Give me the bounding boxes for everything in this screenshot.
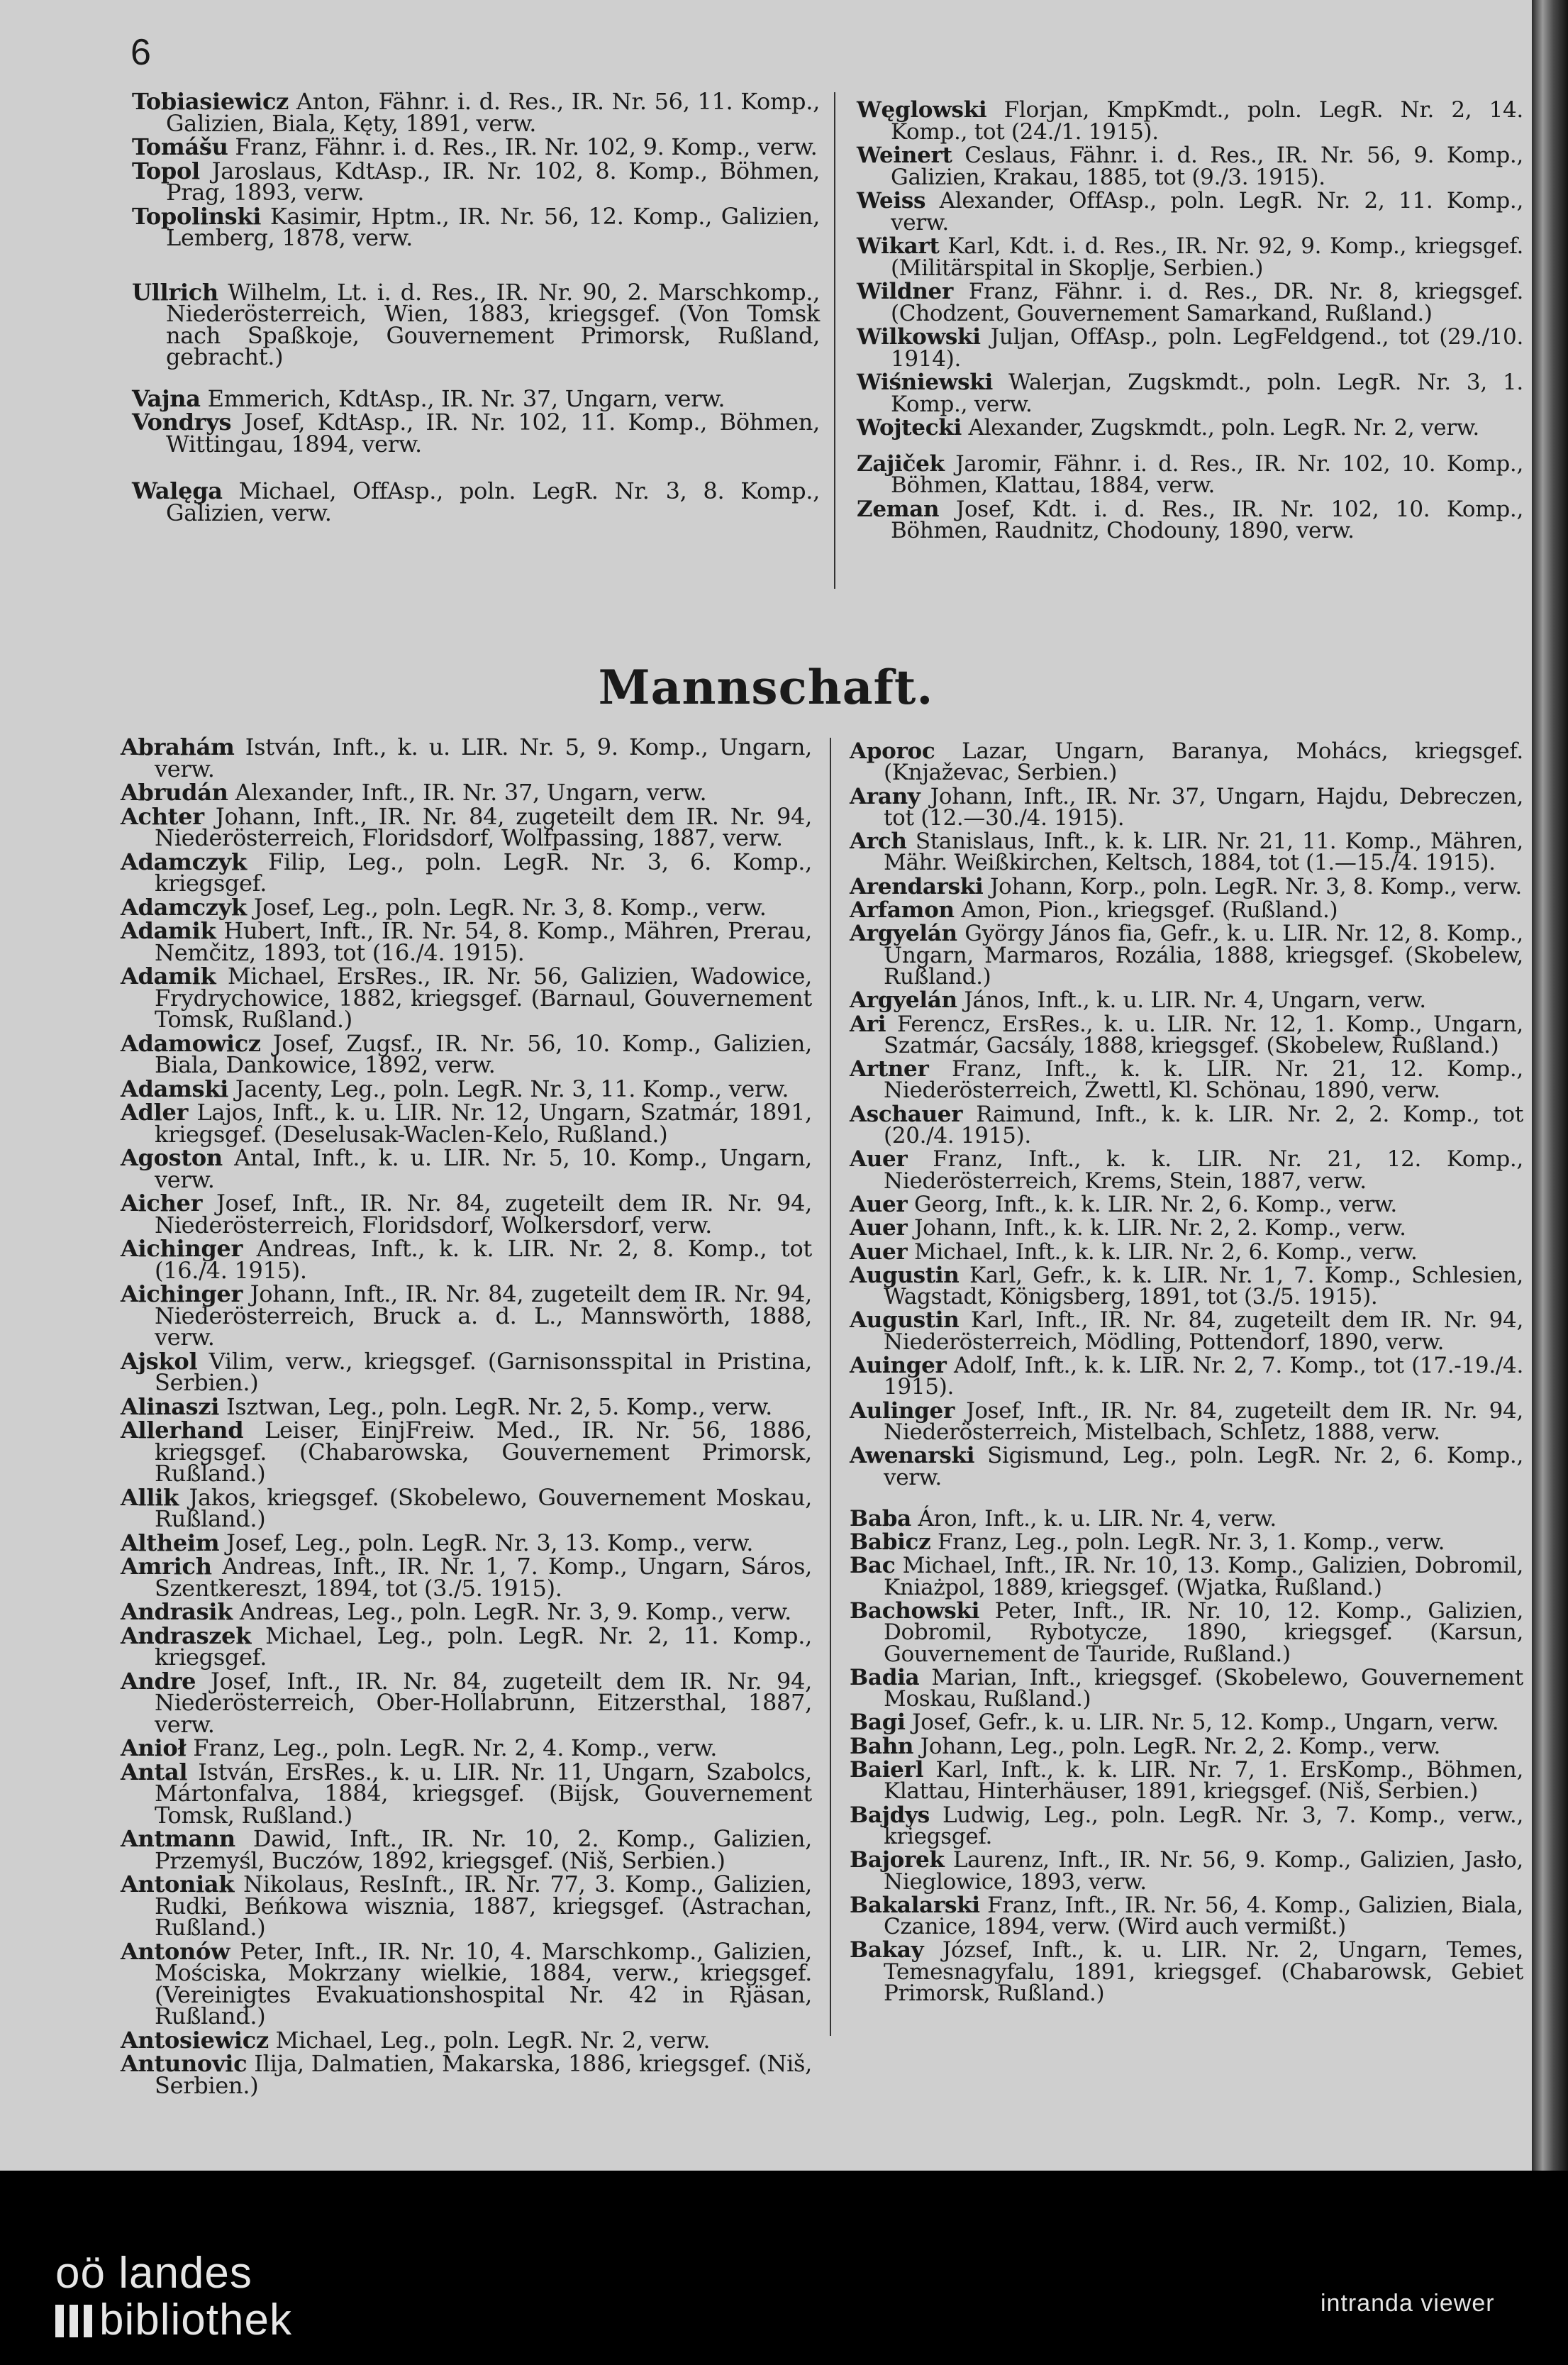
register-entry	[850, 873, 1523, 899]
entry-details: Franz, Fähnr. i. d. Res., DR. Nr. 8, kriegsgef. (Chodzent, Gouvernement Samarkand, Rußland.)	[891, 279, 1523, 326]
entry-details: Peter, Inft., IR. Nr. 10, 4. Marschkomp., Galizien, Mościska, Mokrzany wielkie, 1884, verw., kriegsgef. (Vereinigtes Evakuationshospital Nr. 42 in Rjäsan, Rußland.)	[155, 1937, 812, 2029]
register-entry	[850, 1101, 1523, 1149]
entry-surname: Bajdys	[850, 1802, 930, 1828]
entry-details: Franz, Inft., k. k. LIR. Nr. 21, 12. Komp., Niederösterreich, Krems, Stein, 1887, verw.	[884, 1146, 1523, 1194]
entry-surname: Wikart	[857, 233, 940, 259]
register-entry	[132, 157, 820, 206]
register-entry	[850, 987, 1523, 1014]
entry-details: Michael, Leg., poln. LegR. Nr. 2, 11. Komp., kriegsgef.	[155, 1622, 812, 1671]
register-entry	[132, 409, 820, 458]
register-entry	[121, 1347, 812, 1396]
entry-details: Alexander, Zugskmdt., poln. LegR. Nr. 2, verw.	[961, 415, 1479, 441]
library-logo[interactable]	[55, 2250, 292, 2344]
register-entry	[121, 1734, 812, 1761]
register-entry	[121, 779, 812, 806]
entry-surname: Adamowicz	[121, 1029, 261, 1057]
entry-surname: Bagi	[850, 1710, 906, 1736]
register-entry	[121, 2026, 812, 2054]
entry-surname: Allerhand	[121, 1417, 244, 1444]
entry-details: Jaroslaus, KdtAsp., IR. Nr. 102, 8. Komp., Böhmen, Prag, 1893, verw.	[166, 157, 820, 206]
entry-surname: Aichinger	[121, 1280, 243, 1307]
entry-details: Raimund, Inft., k. k. LIR. Nr. 2, 2. Komp., tot (20./4. 1915).	[884, 1101, 1523, 1149]
entry-surname: Bahn	[850, 1733, 914, 1759]
register-entry	[850, 1445, 1523, 1488]
entry-details: Andreas, Inft., IR. Nr. 1, 7. Komp., Ungarn, Sáros, Szentkereszt, 1894, tot (3./5. 1915).	[155, 1553, 812, 1602]
entry-surname: Badia	[850, 1664, 920, 1690]
logo-line2: bibliothek	[99, 2295, 292, 2344]
section-title: Mannschaft.	[598, 660, 934, 715]
crew-left-column	[121, 733, 812, 2099]
entry-details: Antal, Inft., k. u. LIR. Nr. 5, 10. Komp., Ungarn, verw.	[155, 1144, 812, 1193]
register-entry	[121, 1144, 812, 1193]
register-entry	[850, 1710, 1523, 1736]
entry-details: Josef, Leg., poln. LegR. Nr. 3, 8. Komp., verw.	[246, 893, 767, 921]
column-divider	[830, 738, 831, 2036]
entry-surname: Aulinger	[850, 1397, 955, 1424]
entry-details: István, Inft., k. u. LIR. Nr. 5, 9. Komp., Ungarn, verw.	[155, 733, 812, 782]
register-entry	[132, 477, 820, 526]
entry-details: Michael, ErsRes., IR. Nr. 56, Galizien, Wadowice, Frydrychowice, 1882, kriegsgef. (Barnaul, Gouvernement Tomsk, Rußland.)	[155, 963, 812, 1033]
entry-surname: Achter	[121, 802, 204, 830]
entry-details: Jacenty, Leg., poln. LegR. Nr. 3, 11. Komp., verw.	[228, 1075, 789, 1102]
register-entry	[850, 1802, 1523, 1849]
register-entry	[857, 372, 1523, 415]
entry-surname: Antonów	[121, 1937, 230, 1965]
register-entry	[121, 1873, 812, 1939]
logo-bars-icon	[55, 2305, 92, 2337]
register-entry	[121, 1392, 812, 1420]
register-entry	[850, 1505, 1523, 1532]
crew-right-column	[850, 738, 1523, 2007]
entry-details: Jakos, kriegsgef. (Skobelewo, Gouvernement Moskau, Rußland.)	[155, 1483, 812, 1532]
register-entry	[121, 1937, 812, 2029]
entry-surname: Auinger	[850, 1353, 947, 1379]
entry-details: Ceslaus, Fähnr. i. d. Res., IR. Nr. 56, 9. Komp., Galizien, Krakau, 1885, tot (9./3. 1915).	[891, 143, 1523, 190]
entry-surname: Zeman	[857, 496, 940, 522]
entry-details: Vilim, verw., kriegsgef. (Garnisonsspital in Pristina, Serbien.)	[155, 1347, 812, 1396]
entry-details: Sigismund, Leg., poln. LegR. Nr. 2, 6. Komp., verw.	[884, 1443, 1523, 1490]
register-entry	[121, 1190, 812, 1239]
entry-surname: Andraszek	[121, 1622, 252, 1649]
entry-details: Isztwan, Leg., poln. LegR. Nr. 2, 5. Komp., verw.	[219, 1392, 772, 1420]
register-entry	[121, 2050, 812, 2099]
entry-surname: Andre	[121, 1667, 196, 1695]
register-entry	[121, 1598, 812, 1625]
entry-surname: Adamik	[121, 963, 216, 990]
register-entry	[121, 1529, 812, 1556]
entry-surname: Abrahám	[121, 733, 235, 760]
entry-surname: Wiśniewski	[857, 370, 993, 395]
entry-details: Michael, OffAsp., poln. LegR. Nr. 3, 8. Komp., Galizien, verw.	[166, 477, 820, 526]
register-entry	[121, 1483, 812, 1532]
register-entry	[121, 1099, 812, 1148]
register-entry	[121, 1235, 812, 1284]
entry-surname: Antmann	[121, 1825, 235, 1852]
register-entry	[132, 384, 820, 412]
entry-surname: Adamski	[121, 1075, 229, 1102]
entry-details: Lajos, Inft., k. u. LIR. Nr. 12, Ungarn, Szatmár, 1891, kriegsgef. (Deselusak-Waclen-Kelo, Rußland.)	[155, 1099, 812, 1148]
entry-details: Anton, Fähnr. i. d. Res., IR. Nr. 56, 11. Komp., Galizien, Biala, Kęty, 1891, verw.	[166, 88, 820, 137]
register-entry	[850, 1733, 1523, 1759]
register-entry	[121, 1622, 812, 1671]
entry-details: Peter, Inft., IR. Nr. 10, 12. Komp., Galizien, Dobromil, Rybotycze, 1890, kriegsgef. (Karsun, Gouvernement de Tauride, Rußland.)	[884, 1597, 1523, 1667]
entry-surname: Weinert	[857, 143, 952, 168]
entry-details: Marian, Inft., kriegsgef. (Skobelewo, Gouvernement Moskau, Rußland.)	[884, 1664, 1523, 1712]
entry-surname: Argyelán	[850, 921, 957, 947]
entry-details: Kasimir, Hptm., IR. Nr. 56, 12. Komp., Galizien, Lemberg, 1878, verw.	[166, 202, 820, 251]
entry-details: Josef, Inft., IR. Nr. 84, zugeteilt dem IR. Nr. 94, Niederösterreich, Mistelbach, Schletz, 1888, verw.	[884, 1397, 1523, 1445]
entry-surname: Wildner	[857, 279, 953, 304]
viewer-label: intranda viewer	[1320, 2290, 1495, 2317]
viewer-footer	[0, 2171, 1568, 2365]
register-entry	[850, 783, 1523, 831]
entry-surname: Babicz	[850, 1529, 931, 1556]
entry-surname: Arfamon	[850, 897, 955, 924]
entry-surname: Arch	[850, 829, 907, 855]
entry-details: Josef, Leg., poln. LegR. Nr. 3, 13. Komp., verw.	[219, 1529, 754, 1556]
officers-right-column	[857, 99, 1523, 544]
register-entry	[132, 88, 820, 137]
entry-surname: Auer	[850, 1239, 908, 1265]
entry-details: Wilhelm, Lt. i. d. Res., IR. Nr. 90, 2. Marschkomp., Niederösterreich, Wien, 1883, kriegsgef. (Von Tomsk nach Spaßkoje, Gouvernement Primorsk, Rußland, gebracht.)	[166, 278, 820, 370]
entry-details: Walerjan, Zugskmdt., poln. LegR. Nr. 3, 1. Komp., verw.	[891, 370, 1523, 417]
register-entry	[850, 1011, 1523, 1058]
entry-surname: Amrich	[121, 1553, 212, 1580]
entry-surname: Baierl	[850, 1757, 924, 1783]
register-entry	[850, 897, 1523, 924]
entry-details: Alexander, OffAsp., poln. LegR. Nr. 2, 11. Komp., verw.	[891, 188, 1523, 236]
entry-surname: Bac	[850, 1553, 896, 1579]
entry-details: Leiser, EinjFreiw. Med., IR. Nr. 56, 1886, kriegsgef. (Chabarowska, Gouvernement Primorsk, Rußland.)	[155, 1417, 812, 1487]
entry-details: Karl, Gefr., k. k. LIR. Nr. 1, 7. Komp., Schlesien, Wagstadt, Königsberg, 1891, tot (3./5. 1915).	[884, 1262, 1523, 1310]
entry-surname: Auer	[850, 1191, 908, 1217]
entry-surname: Allik	[121, 1483, 179, 1511]
entry-surname: Wilkowski	[857, 324, 981, 350]
entry-surname: Aschauer	[850, 1101, 963, 1127]
entry-surname: Argyelán	[850, 987, 957, 1014]
entry-surname: Tomášu	[132, 133, 228, 160]
entry-surname: Bakalarski	[850, 1892, 980, 1918]
entry-details: Andreas, Leg., poln. LegR. Nr. 3, 9. Komp., verw.	[233, 1598, 791, 1625]
entry-surname: Vajna	[132, 384, 201, 412]
entry-details: Franz, Fähnr. i. d. Res., IR. Nr. 102, 9. Komp., verw.	[228, 133, 818, 160]
book-spine	[1532, 0, 1568, 2171]
entry-surname: Vondrys	[132, 409, 232, 436]
entry-surname: Augustin	[850, 1262, 960, 1288]
register-entry	[850, 1355, 1523, 1398]
entry-surname: Agoston	[121, 1144, 223, 1171]
register-entry	[857, 417, 1523, 439]
entry-surname: Antoniak	[121, 1871, 235, 1898]
entry-details: Josef, Inft., IR. Nr. 84, zugeteilt dem IR. Nr. 94, Niederösterreich, Floridsdorf, Wolkersdorf, verw.	[155, 1190, 812, 1239]
entry-details: Ilija, Dalmatien, Makarska, 1886, kriegsgef. (Niš, Serbien.)	[155, 2050, 812, 2099]
register-entry	[857, 326, 1523, 370]
register-entry	[850, 1849, 1523, 1893]
entry-details: Michael, Leg., poln. LegR. Nr. 2, verw.	[268, 2026, 711, 2054]
entry-details: Johann, Inft., k. k. LIR. Nr. 2, 2. Komp., verw.	[907, 1215, 1406, 1241]
register-entry	[857, 281, 1523, 324]
register-entry	[121, 1758, 812, 1829]
register-entry	[121, 848, 812, 897]
register-entry	[850, 1529, 1523, 1556]
entry-surname: Anioł	[121, 1734, 187, 1761]
entry-surname: Weiss	[857, 188, 926, 214]
register-entry	[850, 1892, 1523, 1940]
register-entry	[121, 965, 812, 1031]
entry-details: Lazar, Ungarn, Baranya, Mohács, kriegsgef. (Knjaževac, Serbien.)	[884, 738, 1523, 786]
entry-details: Johann, Korp., poln. LegR. Nr. 3, 8. Komp., verw.	[983, 873, 1522, 899]
entry-details: Johann, Inft., IR. Nr. 84, zugeteilt dem IR. Nr. 94, Niederösterreich, Bruck a. d. L., Mannswörth, 1888, verw.	[155, 1280, 812, 1351]
entry-details: Juljan, OffAsp., poln. LegFeldgend., tot (29./10. 1914).	[891, 324, 1523, 372]
register-entry	[132, 202, 820, 251]
entry-surname: Artner	[850, 1056, 929, 1082]
page-number: 6	[130, 32, 151, 73]
entry-surname: Topol	[132, 157, 200, 184]
entry-details: Johann, Leg., poln. LegR. Nr. 2, 2. Komp., verw.	[913, 1733, 1441, 1759]
register-entry	[850, 1217, 1523, 1239]
column-divider	[834, 92, 835, 589]
entry-details: Adolf, Inft., k. k. LIR. Nr. 2, 7. Komp., tot (17.-19./4. 1915).	[884, 1353, 1523, 1400]
entry-surname: Ajskol	[121, 1347, 198, 1375]
entry-surname: Antal	[121, 1758, 188, 1785]
entry-surname: Zajiček	[857, 450, 945, 477]
entry-surname: Awenarski	[850, 1443, 975, 1469]
register-entry	[850, 1937, 1523, 2007]
entry-details: Ludwig, Leg., poln. LegR. Nr. 3, 7. Komp., verw., kriegsgef.	[884, 1802, 1523, 1849]
entry-details: Florjan, KmpKmdt., poln. LegR. Nr. 2, 14. Komp., tot (24./1. 1915).	[891, 97, 1523, 145]
register-entry	[857, 99, 1523, 143]
entry-surname: Auer	[850, 1215, 908, 1241]
register-entry	[850, 1309, 1523, 1353]
entry-surname: Bajorek	[850, 1847, 945, 1873]
entry-details: Hubert, Inft., IR. Nr. 54, 8. Komp., Mähren, Prerau, Nemčitz, 1893, tot (16./4. 1915).	[155, 917, 812, 966]
entry-surname: Adamczyk	[121, 893, 247, 921]
entry-details: Ferencz, ErsRes., k. u. LIR. Nr. 12, 1. Komp., Ungarn, Szatmár, Gacsály, 1888, kriegsgef. (Skobelew, Rußland.)	[884, 1011, 1523, 1058]
entry-details: Stanislaus, Inft., k. k. LIR. Nr. 21, 11. Komp., Mähren, Mähr. Weißkirchen, Keltsch, 1884, tot (1.—15./4. 1915).	[884, 829, 1523, 876]
register-entry	[121, 733, 812, 782]
entry-details: Georg, Inft., k. k. LIR. Nr. 2, 6. Komp., verw.	[907, 1191, 1397, 1217]
entry-surname: Ullrich	[132, 278, 218, 306]
register-entry	[857, 496, 1523, 543]
entry-details: Karl, Inft., IR. Nr. 84, zugeteilt dem IR. Nr. 94, Niederösterreich, Mödling, Pottendorf, 1890, verw.	[884, 1307, 1523, 1355]
entry-surname: Bakay	[850, 1937, 924, 1964]
register-entry	[850, 921, 1523, 990]
logo-line1: oö landes	[55, 2249, 252, 2298]
entry-details: István, ErsRes., k. u. LIR. Nr. 11, Ungarn, Szabolcs, Mártonfalva, 1884, kriegsgef. (Bijsk, Gouvernement Tomsk, Rußland.)	[155, 1758, 812, 1829]
register-entry	[121, 917, 812, 966]
entry-surname: Arany	[850, 783, 921, 809]
entry-surname: Topolinski	[132, 202, 262, 230]
entry-details: Emmerich, KdtAsp., IR. Nr. 37, Ungarn, verw.	[200, 384, 725, 412]
register-entry	[121, 1029, 812, 1078]
entry-details: Johann, Inft., IR. Nr. 84, zugeteilt dem IR. Nr. 94, Niederösterreich, Floridsdorf, Wolfpassing, 1887, verw.	[155, 802, 812, 851]
register-entry	[121, 1825, 812, 1874]
entry-surname: Walęga	[132, 477, 223, 504]
entry-details: Josef, KdtAsp., IR. Nr. 102, 11. Komp., Böhmen, Wittingau, 1894, verw.	[166, 409, 820, 458]
entry-details: Filip, Leg., poln. LegR. Nr. 3, 6. Komp., kriegsgef.	[155, 848, 812, 897]
register-entry	[850, 1191, 1523, 1217]
entry-surname: Altheim	[121, 1529, 220, 1556]
entry-details: Josef, Kdt. i. d. Res., IR. Nr. 102, 10. Komp., Böhmen, Raudnitz, Chodouny, 1890, verw.	[891, 496, 1523, 543]
entry-details: Dawid, Inft., IR. Nr. 10, 2. Komp., Galizien, Przemyśl, Buczów, 1892, kriegsgef. (Niš, Serbien.)	[155, 1825, 812, 1874]
entry-details: Amon, Pion., kriegsgef. (Rußland.)	[954, 897, 1338, 924]
entry-surname: Aporoc	[850, 738, 935, 764]
register-entry	[121, 1667, 812, 1738]
register-entry	[850, 1664, 1523, 1712]
entry-surname: Aicher	[121, 1190, 203, 1217]
entry-surname: Augustin	[850, 1307, 960, 1334]
entry-details: Michael, Inft., IR. Nr. 10, 13. Komp., Galizien, Dobromil, Kniażpol, 1889, kriegsgef. (Wjatka, Rußland.)	[884, 1553, 1523, 1600]
entry-details: Franz, Inft., IR. Nr. 56, 4. Komp., Galizien, Biala, Czanice, 1894, verw. (Wird auch vermißt.)	[884, 1892, 1523, 1940]
entry-details: Michael, Inft., k. k. LIR. Nr. 2, 6. Komp., verw.	[907, 1239, 1418, 1265]
entry-details: Áron, Inft., k. u. LIR. Nr. 4, verw.	[911, 1505, 1277, 1532]
entry-surname: Arendarski	[850, 873, 984, 899]
entry-details: Laurenz, Inft., IR. Nr. 56, 9. Komp., Galizien, Jasło, Nieglowice, 1893, verw.	[884, 1847, 1523, 1895]
entry-details: Andreas, Inft., k. k. LIR. Nr. 2, 8. Komp., tot (16./4. 1915).	[155, 1235, 812, 1284]
register-entry	[857, 188, 1523, 236]
entry-details: Jaromir, Fähnr. i. d. Res., IR. Nr. 102, 10. Komp., Böhmen, Klattau, 1884, verw.	[891, 450, 1523, 498]
entry-surname: Antunovic	[121, 2050, 248, 2077]
register-entry	[132, 133, 820, 160]
register-entry	[850, 1397, 1523, 1445]
entry-details: Franz, Inft., k. k. LIR. Nr. 21, 12. Komp., Niederösterreich, Zwettl, Kl. Schönau, 1890, verw.	[884, 1056, 1523, 1104]
register-entry	[121, 1280, 812, 1351]
entry-surname: Baba	[850, 1505, 911, 1532]
entry-details: Franz, Leg., poln. LegR. Nr. 2, 4. Komp., verw.	[186, 1734, 718, 1761]
entry-surname: Andrasik	[121, 1598, 233, 1625]
officers-left-column	[132, 88, 820, 526]
register-entry	[850, 1058, 1523, 1102]
register-entry	[132, 278, 820, 370]
register-entry	[850, 1148, 1523, 1192]
entry-details: Karl, Kdt. i. d. Res., IR. Nr. 92, 9. Komp., kriegsgef. (Militärspital in Skoplje, Serbien.)	[891, 233, 1523, 281]
register-entry	[121, 1419, 812, 1485]
register-entry	[850, 1555, 1523, 1598]
entry-surname: Auer	[850, 1146, 908, 1173]
register-entry	[857, 233, 1523, 281]
entry-details: Josef, Inft., IR. Nr. 84, zugeteilt dem IR. Nr. 94, Niederösterreich, Ober-Hollabrunn, Eitzersthal, 1887, verw.	[155, 1667, 812, 1738]
register-entry	[121, 1553, 812, 1602]
entry-surname: Aichinger	[121, 1235, 243, 1262]
register-entry	[857, 145, 1523, 188]
entry-surname: Adler	[121, 1099, 189, 1126]
register-entry	[850, 1262, 1523, 1310]
register-entry	[850, 1241, 1523, 1263]
register-entry	[850, 738, 1523, 786]
entry-details: Josef, Gefr., k. u. LIR. Nr. 5, 12. Komp., Ungarn, verw.	[905, 1710, 1499, 1736]
entry-details: György János fia, Gefr., k. u. LIR. Nr. 12, 8. Komp., Ungarn, Marmaros, Rozália, 1888, kriegsgef. (Skobelew, Rußland.)	[884, 921, 1523, 990]
entry-surname: Alinaszi	[121, 1392, 220, 1420]
entry-details: Johann, Inft., IR. Nr. 37, Ungarn, Hajdu, Debreczen, tot (12.—30./4. 1915).	[884, 783, 1523, 831]
entry-surname: Węglowski	[857, 97, 987, 123]
register-entry	[121, 1075, 812, 1102]
register-entry	[850, 1757, 1523, 1805]
register-entry	[121, 893, 812, 921]
entry-surname: Ari	[850, 1011, 886, 1037]
entry-details: Josef, Zugsf., IR. Nr. 56, 10. Komp., Galizien, Biala, Dankowice, 1892, verw.	[155, 1029, 812, 1078]
entry-details: Franz, Leg., poln. LegR. Nr. 3, 1. Komp., verw.	[930, 1529, 1445, 1556]
entry-surname: Antosiewicz	[121, 2026, 269, 2054]
entry-surname: Bachowski	[850, 1597, 980, 1624]
entry-details: Nikolaus, ResInft., IR. Nr. 77, 3. Komp., Galizien, Rudki, Beńkowa wisznia, 1887, kriegsgef. (Astrachan, Rußland.)	[155, 1871, 812, 1941]
entry-surname: Tobiasiewicz	[132, 88, 289, 115]
entry-details: János, Inft., k. u. LIR. Nr. 4, Ungarn, verw.	[957, 987, 1426, 1014]
entry-details: Karl, Inft., k. k. LIR. Nr. 7, 1. ErsKomp., Böhmen, Klattau, Hinterhäuser, 1891, kriegsgef. (Niš, Serbien.)	[884, 1757, 1523, 1805]
register-entry	[857, 450, 1523, 498]
register-entry	[850, 1597, 1523, 1667]
entry-surname: Adamczyk	[121, 848, 247, 875]
register-entry	[850, 831, 1523, 874]
register-entry	[121, 802, 812, 851]
entry-surname: Abrudán	[121, 779, 228, 806]
entry-surname: Wojtecki	[857, 415, 962, 441]
entry-details: József, Inft., k. u. LIR. Nr. 2, Ungarn, Temes, Temesnagyfalu, 1891, kriegsgef. (Chabarowsk, Gebiet Primorsk, Rußland.)	[884, 1937, 1523, 2007]
entry-surname: Adamik	[121, 917, 216, 944]
entry-details: Alexander, Inft., IR. Nr. 37, Ungarn, verw.	[228, 779, 707, 806]
